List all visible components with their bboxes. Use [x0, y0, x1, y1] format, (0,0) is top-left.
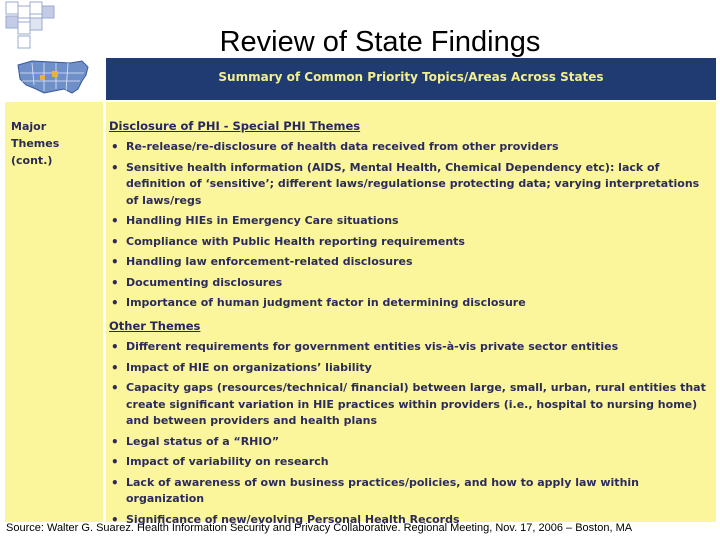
list-item: • Legal status of a “RHIO” [109, 434, 709, 451]
list-item: • Capacity gaps (resources/technical/ financial) between large, small, urban, rural entities that create significant variation in HIE practices within providers (i.e., hospital to nursing home) and between providers and health plans [109, 380, 709, 430]
list-item: • Documenting disclosures [109, 275, 709, 292]
list-item: • Impact of HIE on organizations’ liability [109, 360, 709, 377]
list-item: • Handling HIEs in Emergency Care situations [109, 213, 709, 230]
label-line: Themes [11, 137, 60, 150]
list-item: • Lack of awareness of own business practices/policies, and how to apply law within organization [109, 475, 709, 508]
disclosure-list [109, 139, 709, 316]
list-item: • Compliance with Public Health reporting requirements [109, 234, 709, 251]
list-item: • Handling law enforcement-related disclosures [109, 254, 709, 271]
major-themes-label [11, 118, 59, 169]
us-map-icon [12, 55, 96, 99]
list-item: • Significance of new/evolving Personal Health Records [109, 512, 709, 529]
summary-banner [106, 58, 716, 100]
list-item: • Impact of variability on research [109, 454, 709, 471]
banner-title: Summary of Common Priority Topics/Areas Across States [218, 70, 604, 84]
section-title-disclosure: Disclosure of PHI - Special PHI Themes [109, 119, 361, 133]
label-line: Major [11, 120, 47, 133]
section-title-other: Other Themes [109, 319, 201, 333]
left-label-panel [5, 102, 103, 522]
themes-panel [106, 102, 716, 526]
source-footer: Source: Walter G. Suarez. Health Information Security and Privacy Collaborative. Regional Meeting, Nov. 17, 2006 – Boston, MA [6, 522, 633, 534]
label-line: (cont.) [11, 154, 53, 167]
list-item: • Re-release/re-disclosure of health data received from other providers [109, 139, 709, 156]
list-item: • Importance of human judgment factor in determining disclosure [109, 295, 709, 312]
list-item: • Different requirements for government entities vis-à-vis private sector entities [109, 339, 709, 356]
list-item: • Sensitive health information (AIDS, Mental Health, Chemical Dependency etc): lack of definition of ‘sensitive’; different laws/regulationse protecting data; varying interpretations of laws/regs [109, 160, 709, 210]
other-themes-list [109, 339, 709, 532]
slide-title: Review of State Findings [219, 26, 541, 58]
